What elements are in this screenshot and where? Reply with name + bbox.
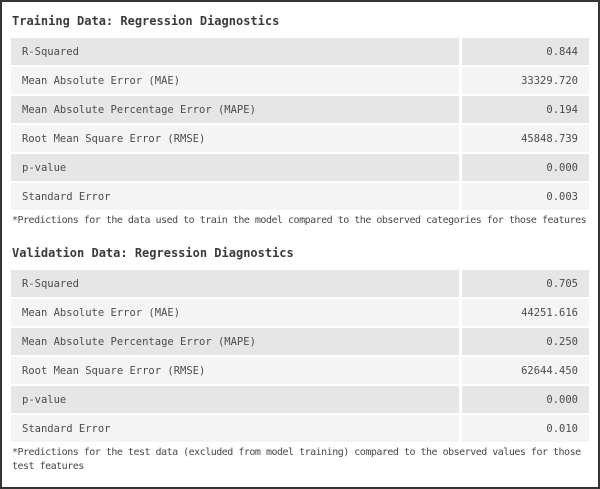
table-row — [11, 125, 589, 152]
training-diagnostics-section — [11, 14, 589, 228]
metric-label: Mean Absolute Error (MAE) — [11, 67, 459, 94]
metric-value: 0.010 — [462, 415, 589, 442]
metric-label: R-Squared — [11, 38, 459, 65]
validation-diagnostics-section — [11, 246, 589, 474]
table-row — [11, 270, 589, 297]
table-row — [11, 154, 589, 181]
metric-label: Standard Error — [11, 183, 459, 210]
metric-value: 44251.616 — [462, 299, 589, 326]
table-row — [11, 299, 589, 326]
table-row — [11, 67, 589, 94]
metric-label: Mean Absolute Percentage Error (MAPE) — [11, 96, 459, 123]
metric-value: 0.250 — [462, 328, 589, 355]
metric-value: 45848.739 — [462, 125, 589, 152]
metric-label: Root Mean Square Error (RMSE) — [11, 125, 459, 152]
metric-value: 0.705 — [462, 270, 589, 297]
metric-value: 33329.720 — [462, 67, 589, 94]
table-row — [11, 38, 589, 65]
table-row — [11, 415, 589, 442]
table-row — [11, 183, 589, 210]
metric-value: 0.003 — [462, 183, 589, 210]
table-row — [11, 96, 589, 123]
table-row — [11, 328, 589, 355]
metric-label: p-value — [11, 154, 459, 181]
metric-label: Mean Absolute Error (MAE) — [11, 299, 459, 326]
validation-footnote: *Predictions for the test data (excluded from model training) compared to the observed values for those test features — [12, 447, 581, 472]
table-row — [11, 386, 589, 413]
training-section-title: Training Data: Regression Diagnostics — [12, 14, 280, 28]
metric-label: Root Mean Square Error (RMSE) — [11, 357, 459, 384]
metric-value: 62644.450 — [462, 357, 589, 384]
validation-section-title: Validation Data: Regression Diagnostics — [12, 246, 294, 260]
table-row — [11, 357, 589, 384]
metric-label: Standard Error — [11, 415, 459, 442]
metric-value: 0.000 — [462, 154, 589, 181]
validation-diagnostics-table — [11, 270, 589, 442]
metric-value: 0.194 — [462, 96, 589, 123]
training-diagnostics-table — [11, 38, 589, 210]
metric-value: 0.000 — [462, 386, 589, 413]
metric-label: R-Squared — [11, 270, 459, 297]
metric-label: Mean Absolute Percentage Error (MAPE) — [11, 328, 459, 355]
training-footnote: *Predictions for the data used to train the model compared to the observed categories for those features — [12, 215, 587, 226]
metric-value: 0.844 — [462, 38, 589, 65]
metric-label: p-value — [11, 386, 459, 413]
